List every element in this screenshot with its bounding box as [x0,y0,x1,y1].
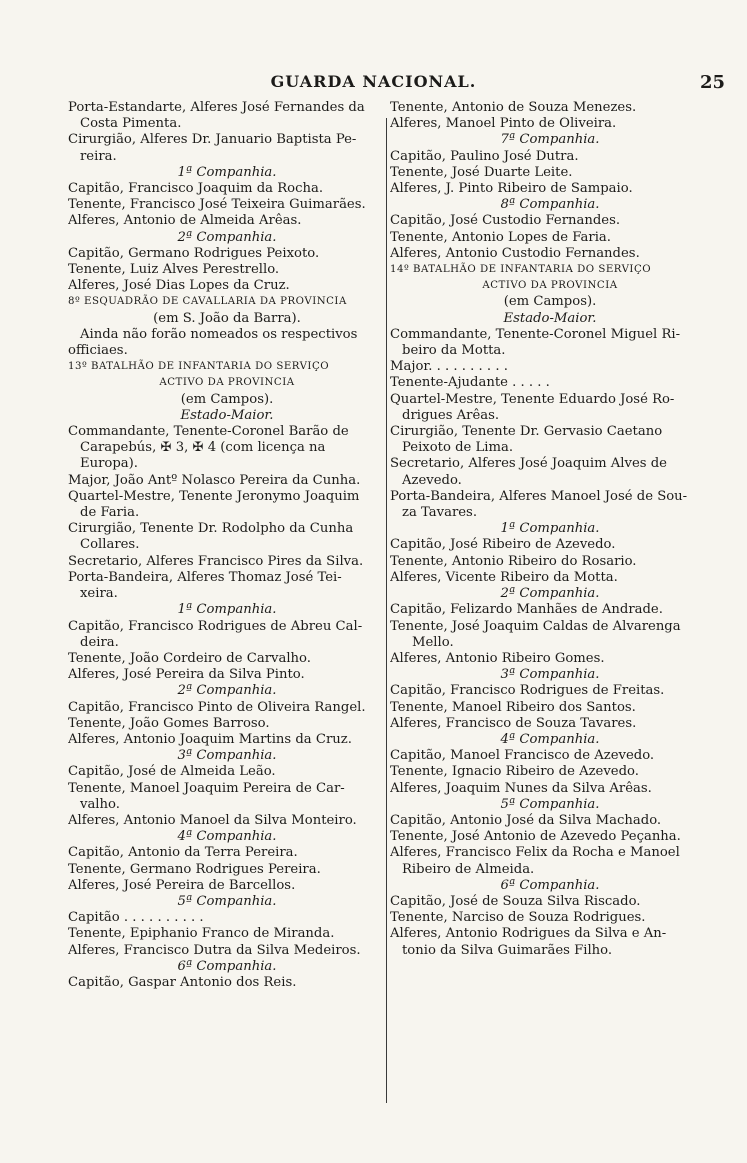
text-line: Mello. [412,634,454,650]
text-line: Azevedo. [402,472,462,488]
text-line: Capitão, José de Souza Silva Riscado. [390,893,641,909]
section-heading: 8ª Companhia. [500,197,600,213]
text-line: Capitão . . . . . . . . . . [68,910,204,926]
section-heading: Estado-Maior. [180,407,274,423]
text-line: Capitão, Manoel Francisco de Azevedo. [390,748,655,764]
text-line: Tenente, João Gomes Barroso. [68,715,270,731]
text-line: Tenente, Antonio de Souza Menezes. [390,100,637,115]
text-line: Major. . . . . . . . . . [390,359,508,375]
text-line: Cirurgião, Alferes Dr. Januario Baptista Pe- [68,132,357,148]
text-line: Commandante, Tenente-Coronel Miguel Ri- [390,326,681,342]
column-divider [386,118,387,1103]
section-heading: 7ª Companhia. [500,132,600,148]
text-line: Alferes, José Pereira da Silva Pinto. [68,667,305,683]
text-line: Secretario, Alferes José Joaquim Alves de [390,456,667,472]
text-line: Tenente, Narciso de Souza Rodrigues. [390,910,646,926]
section-heading: 13º BATALHÃO DE INFANTARIA DO SERVIÇO [68,361,330,373]
text-line: Porta-Estandarte, Alferes José Fernandes da [68,100,365,115]
text-line: Capitão, Francisco Rodrigues de Abreu Cal- [68,618,363,634]
text-line: Tenente, Germano Rodrigues Pereira. [68,861,321,877]
text-line: Tenente, Epiphanio Franco de Miranda. [68,926,335,942]
text-line: valho. [80,796,120,812]
text-line: Quartel-Mestre, Tenente Jeronymo Joaquim [68,488,360,504]
text-line: Alferes, Francisco Felix da Rocha e Manoel [390,845,680,861]
text-line: Collares. [80,537,140,553]
text-line: Ainda não forão nomeados os respectivos [80,326,358,342]
text-line: Peixoto de Lima. [402,440,514,456]
text-line: (em Campos). [503,294,597,310]
text-line: Capitão, Francisco Joaquim da Rocha. [68,181,324,197]
text-line: officiaes. [68,343,128,359]
text-line: Alferes, Antonio Ribeiro Gomes. [390,650,605,666]
section-heading: 1ª Companhia. [177,164,277,180]
section-heading: 5ª Companhia. [177,893,277,909]
text-line: Tenente, Manoel Joaquim Pereira de Car- [68,780,345,796]
text-line: Alferes, Francisco de Souza Tavares. [390,715,637,731]
text-line: Alferes, José Dias Lopes da Cruz. [68,278,290,294]
text-line: Alferes, Antonio Joaquim Martins da Cruz. [68,731,352,747]
section-heading: 3ª Companhia. [177,748,277,764]
text-line: Capitão, Germano Rodrigues Peixoto. [68,245,320,261]
section-heading: ACTIVO DA PROVINCIA [159,377,295,389]
text-line: Capitão, José Custodio Fernandes. [390,213,621,229]
text-line: Cirurgião, Tenente Dr. Rodolpho da Cunha [68,521,354,537]
text-line: Quartel-Mestre, Tenente Eduardo José Ro- [390,391,675,407]
text-line: Capitão, Antonio José da Silva Machado. [390,812,662,828]
text-line: Tenente, Francisco José Teixeira Guimarães. [68,197,366,213]
text-line: Porta-Bandeira, Alferes Thomaz José Tei- [68,569,342,585]
page-title: GUARDA NACIONAL. [270,72,477,91]
section-heading: ACTIVO DA PROVINCIA [482,280,618,292]
text-line: Alferes, Vicente Ribeiro da Motta. [390,569,618,585]
text-line: Capitão, Francisco Pinto de Oliveira Rangel. [68,699,366,715]
text-line: Tenente, Ignacio Ribeiro de Azevedo. [390,764,639,780]
text-line: za Tavares. [402,505,478,521]
right-column [390,100,710,959]
text-line: Capitão, Felizardo Manhães de Andrade. [390,602,663,618]
text-line: Europa). [80,456,139,472]
text-line: Costa Pimenta. [80,116,182,132]
text-line: Alferes, Antonio Manoel da Silva Monteiro. [68,812,357,828]
text-line: (em Campos). [180,391,274,407]
section-heading: 8º ESQUADRÃO DE CAVALLARIA DA PROVINCIA [68,296,347,308]
text-line: Alferes, Antonio Rodrigues da Silva e An- [390,926,667,942]
text-line: Capitão, José Ribeiro de Azevedo. [390,537,616,553]
text-line: Porta-Bandeira, Alferes Manoel José de Sou- [390,488,688,504]
section-heading: 5ª Companhia. [500,796,600,812]
text-line: de Faria. [80,505,140,521]
text-line: Capitão, Antonio da Terra Pereira. [68,845,298,861]
text-line: Alferes, José Pereira de Barcellos. [68,877,296,893]
text-line: deira. [80,634,119,650]
text-line: Tenente, Antonio Lopes de Faria. [390,229,611,245]
text-line: beiro da Motta. [402,343,506,359]
section-heading: 3ª Companhia. [500,667,600,683]
text-line: Commandante, Tenente-Coronel Barão de [68,424,349,440]
text-line: Carapebús, ✠ 3, ✠ 4 (com licença na [80,440,326,456]
page-number: 25 [699,72,725,93]
text-line: Tenente, José Joaquim Caldas de Alvarenga [390,618,681,634]
text-line: Major, João Antº Nolasco Pereira da Cunha. [68,472,361,488]
text-line: Tenente-Ajudante . . . . . [390,375,550,391]
text-line: Alferes, J. Pinto Ribeiro de Sampaio. [390,181,633,197]
text-line: Tenente, Luiz Alves Perestrello. [68,262,280,278]
section-heading: 2ª Companhia. [500,586,600,602]
text-line: Ribeiro de Almeida. [402,861,535,877]
text-line: reira. [80,148,117,164]
section-heading: 14º BATALHÃO DE INFANTARIA DO SERVIÇO [390,264,652,276]
section-heading: 6ª Companhia. [177,958,277,974]
text-line: (em S. João da Barra). [153,310,301,326]
text-line: Tenente, José Duarte Leite. [390,164,573,180]
text-line: Tenente, João Cordeiro de Carvalho. [68,650,311,666]
text-line: Alferes, Antonio de Almeida Arêas. [68,213,302,229]
text-line: Alferes, Antonio Custodio Fernandes. [390,245,640,261]
section-heading: 1ª Companhia. [500,521,600,537]
section-heading: 4ª Companhia. [177,829,277,845]
text-line: Capitão, Francisco Rodrigues de Freitas. [390,683,665,699]
text-line: Capitão, Gaspar Antonio dos Reis. [68,974,297,990]
text-line: drigues Arêas. [402,407,500,423]
section-heading: 2ª Companhia. [177,683,277,699]
text-line: xeira. [80,586,118,602]
section-heading: 1ª Companhia. [177,602,277,618]
text-line: Tenente, Manoel Ribeiro dos Santos. [390,699,636,715]
text-line: Capitão, José de Almeida Leão. [68,764,276,780]
text-line: Tenente, Antonio Ribeiro do Rosario. [390,553,637,569]
text-line: Capitão, Paulino José Dutra. [390,148,579,164]
section-heading: 4ª Companhia. [500,731,600,747]
text-line: tonio da Silva Guimarães Filho. [402,942,613,958]
text-line: Cirurgião, Tenente Dr. Gervasio Caetano [390,424,663,440]
text-line: Alferes, Francisco Dutra da Silva Medeiros. [68,942,361,958]
section-heading: 6ª Companhia. [500,877,600,893]
text-line: Secretario, Alferes Francisco Pires da Silva. [68,553,364,569]
left-column [68,100,386,991]
section-heading: 2ª Companhia. [177,229,277,245]
section-heading: Estado-Maior. [503,310,597,326]
text-line: Alferes, Joaquim Nunes da Silva Arêas. [390,780,652,796]
text-line: Alferes, Manoel Pinto de Oliveira. [390,116,617,132]
page-header [0,72,747,96]
text-line: Tenente, José Antonio de Azevedo Peçanha. [390,829,681,845]
